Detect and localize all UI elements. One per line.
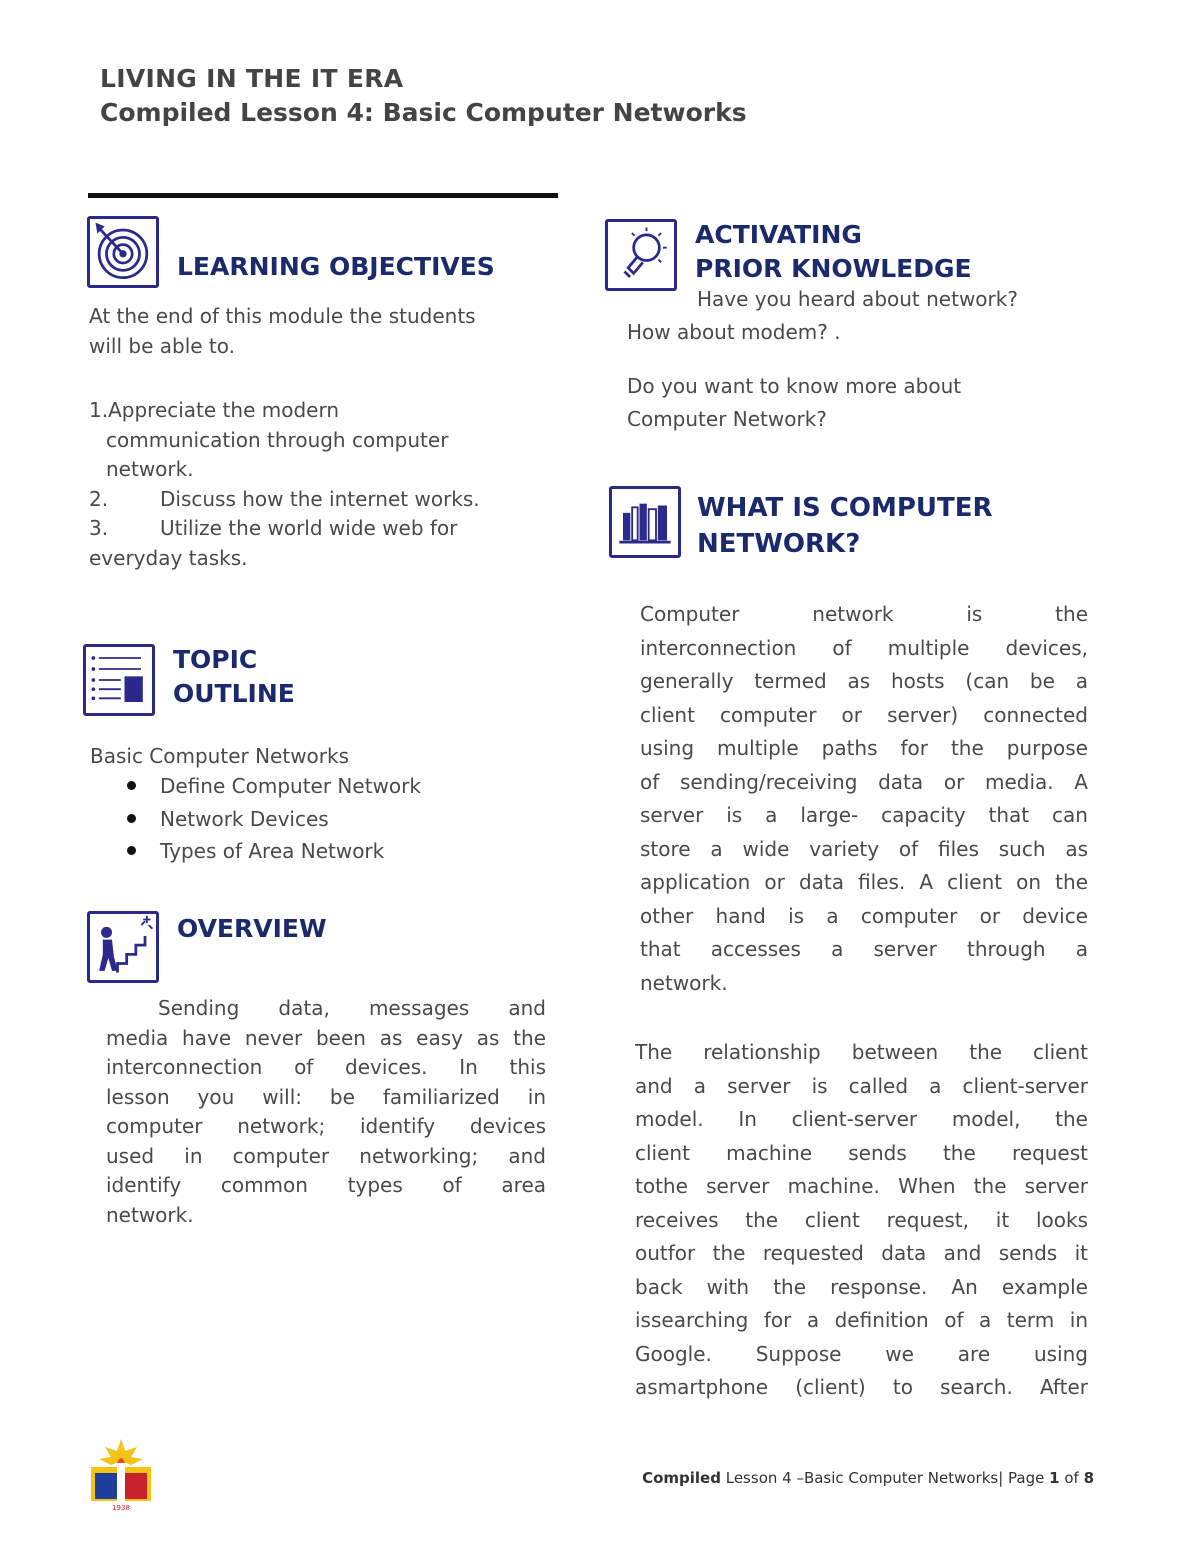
- outline-list-icon: [83, 644, 155, 716]
- bullet-icon: [127, 781, 136, 790]
- overview-line: network.: [106, 1202, 194, 1227]
- paragraph-line: store a wide variety of files such as: [640, 836, 1088, 861]
- overview-heading: OVERVIEW: [177, 914, 327, 943]
- activating-heading: [695, 218, 972, 286]
- learning-objectives-heading: LEARNING OBJECTIVES: [177, 252, 495, 281]
- document-subtitle: Compiled Lesson 4: Basic Computer Networks: [100, 98, 747, 127]
- paragraph-line: Computer network is the: [640, 602, 1088, 626]
- overview-line: media have never been as easy as the: [106, 1025, 546, 1050]
- document-title: LIVING IN THE IT ERA: [100, 64, 404, 93]
- overview-line: lesson you will: be familiarized in: [106, 1084, 546, 1109]
- paragraph-line: receives the client request, it looks: [635, 1207, 1088, 1232]
- school-seal-logo: [87, 1437, 155, 1513]
- objective-2-text: Discuss how the internet works.: [160, 486, 480, 511]
- objective-3-line2: everyday tasks.: [89, 545, 248, 570]
- topic-outline-heading: [173, 643, 295, 711]
- list-item-label: Types of Area Network: [160, 839, 385, 863]
- footer-bold-label: Compiled: [642, 1469, 721, 1487]
- topic-outline-heading-line2: OUTLINE: [173, 679, 295, 708]
- what-is-paragraph-2: [635, 1036, 1088, 1405]
- activating-heading-line2: PRIOR KNOWLEDGE: [695, 254, 972, 283]
- list-item: [127, 835, 421, 868]
- bullet-icon: [127, 846, 136, 855]
- overview-paragraph: [106, 994, 546, 1230]
- paragraph-line: asmartphone (client) to search. After: [635, 1375, 1088, 1399]
- objective-1-line3: network.: [106, 457, 194, 481]
- bookshelf-icon: [609, 486, 681, 558]
- activating-question-1: Have you heard about network?: [697, 287, 1018, 311]
- page-total: 8: [1083, 1469, 1094, 1487]
- list-item: [127, 770, 421, 803]
- paragraph-line: back with the response. An example: [635, 1274, 1088, 1299]
- footer-of: of: [1059, 1469, 1084, 1487]
- paragraph-line: other hand is a computer or device: [640, 903, 1088, 928]
- objective-3: [89, 514, 559, 544]
- page-footer: [642, 1469, 1094, 1487]
- header-divider: [88, 193, 558, 198]
- what-is-heading-line2: NETWORK?: [697, 529, 861, 559]
- activating-question-3: [627, 370, 961, 436]
- paragraph-line: network.: [640, 970, 728, 995]
- lightbulb-icon: [605, 219, 677, 291]
- paragraph-line: that accesses a server through a: [640, 937, 1088, 961]
- target-icon: [87, 216, 159, 288]
- overview-line: interconnection of devices. In this: [106, 1055, 546, 1079]
- activating-question-3-line1: Do you want to know more about: [627, 374, 962, 398]
- paragraph-line: Google. Suppose we are using: [635, 1341, 1088, 1366]
- activating-heading-line1: ACTIVATING: [695, 220, 862, 249]
- objective-2: [89, 485, 559, 515]
- overview-line: computer network; identify devices: [106, 1114, 546, 1138]
- activating-question-2: How about modem? .: [627, 320, 841, 344]
- objectives-text: [89, 302, 559, 573]
- paragraph-line: tothe server machine. When the server: [635, 1174, 1088, 1198]
- paragraph-line: using multiple paths for the purpose: [640, 736, 1088, 760]
- paragraph-line: The relationship between the client: [635, 1040, 1088, 1064]
- topic-outline-list: [127, 770, 421, 868]
- paragraph-line: outfor the requested data and sends it: [635, 1241, 1088, 1265]
- paragraph-line: generally termed as hosts (can be a: [640, 669, 1088, 693]
- list-item: [127, 803, 421, 836]
- topic-outline-title: Basic Computer Networks: [90, 744, 350, 768]
- activating-question-3-line2: Computer Network?: [627, 407, 827, 431]
- objective-2-number: 2.: [89, 486, 109, 511]
- list-item-label: Define Computer Network: [160, 774, 421, 798]
- overview-line: used in computer networking; and: [106, 1143, 546, 1168]
- paragraph-line: client machine sends the request: [635, 1140, 1088, 1165]
- bullet-icon: [127, 814, 136, 823]
- logo-year: 1938: [112, 1504, 130, 1512]
- overview-line: Sending data, messages and: [158, 996, 546, 1020]
- footer-text: Lesson 4 –Basic Computer Networks| Page: [720, 1469, 1050, 1487]
- list-item-label: Network Devices: [160, 806, 329, 831]
- objective-3-text: Utilize the world wide web for: [160, 516, 458, 540]
- paragraph-line: server is a large- capacity that can: [640, 803, 1088, 827]
- paragraph-line: application or data files. A client on the: [640, 870, 1088, 894]
- overview-line: identify common types of area: [106, 1173, 546, 1197]
- paragraph-line: issearching for a definition of a term in: [635, 1308, 1088, 1332]
- topic-outline-heading-line1: TOPIC: [173, 645, 258, 674]
- stairs-climber-icon: [87, 911, 159, 983]
- objective-1-line1: 1.Appreciate the modern: [89, 398, 339, 422]
- paragraph-line: and a server is called a client-server: [635, 1073, 1088, 1098]
- paragraph-line: interconnection of multiple devices,: [640, 635, 1088, 660]
- paragraph-line: model. In client-server model, the: [635, 1107, 1088, 1131]
- objectives-intro-line1: At the end of this module the students: [89, 304, 476, 328]
- objective-1-line2: communication through computer: [106, 427, 449, 452]
- what-is-heading-line1: WHAT IS COMPUTER: [697, 493, 993, 523]
- paragraph-line: of sending/receiving data or media. A: [640, 769, 1088, 794]
- objectives-intro-line2: will be able to.: [89, 333, 235, 358]
- paragraph-line: client computer or server) connected: [640, 702, 1088, 727]
- objective-3-number: 3.: [89, 516, 109, 540]
- what-is-paragraph-1: [640, 598, 1088, 1000]
- page-number: 1: [1049, 1469, 1060, 1487]
- what-is-heading: [697, 490, 993, 562]
